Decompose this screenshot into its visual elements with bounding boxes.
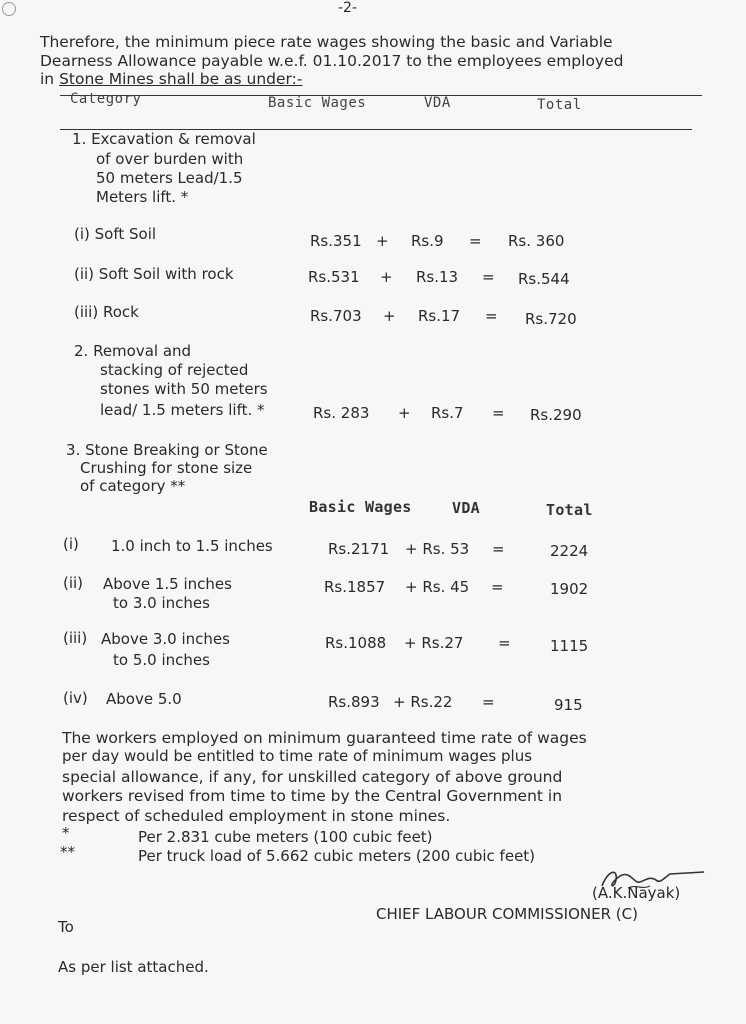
item3-header-vda: VDA bbox=[452, 499, 480, 517]
signatory-title: CHIEF LABOUR COMMISSIONER (C) bbox=[376, 905, 638, 923]
item3-row-total: 1115 bbox=[550, 637, 589, 655]
item3-row-num: (i) bbox=[63, 535, 79, 553]
item1-row-basic: Rs.351 bbox=[310, 232, 362, 250]
item3-row-eq: = bbox=[482, 693, 495, 711]
intro-line-3 bbox=[40, 70, 302, 88]
item3-header-total: Total bbox=[546, 501, 593, 519]
item2-line-4: lead/ 1.5 meters lift. * bbox=[100, 401, 265, 419]
paragraph-line-1: The workers employed on minimum guaranteed time rate of wages bbox=[62, 729, 587, 747]
footnote-text: Per truck load of 5.662 cubic meters (200 cubic feet) bbox=[138, 847, 536, 865]
item1-row-plus: + bbox=[383, 307, 396, 325]
intro-line-1: Therefore, the minimum piece rate wages showing the basic and Variable bbox=[40, 33, 613, 51]
item3-row-total: 1902 bbox=[550, 580, 589, 598]
paragraph-line-2: per day would be entitled to time rate of minimum wages plus bbox=[62, 747, 533, 765]
item2-line-3: stones with 50 meters bbox=[100, 380, 268, 398]
item3-row-eq: = bbox=[492, 540, 505, 558]
item1-row-eq: = bbox=[469, 232, 482, 250]
as-per-list: As per list attached. bbox=[58, 958, 209, 976]
item2-line-1: 2. Removal and bbox=[74, 342, 192, 360]
intro-line-2: Dearness Allowance payable w.e.f. 01.10.2017 to the employees employed bbox=[40, 52, 624, 70]
item1-line-2: of over burden with bbox=[96, 150, 244, 168]
paragraph-line-3: special allowance, if any, for unskilled category of above ground bbox=[62, 768, 563, 786]
header-top-rule bbox=[60, 95, 702, 96]
item1-row-basic: Rs.703 bbox=[310, 307, 362, 325]
item1-line-4: Meters lift. * bbox=[96, 188, 189, 206]
item3-row-label-cont: to 3.0 inches bbox=[113, 594, 210, 612]
item1-row-total: Rs.720 bbox=[525, 310, 577, 328]
item3-row-num: (iv) bbox=[63, 689, 88, 707]
item1-row-plus: + bbox=[380, 268, 393, 286]
item3-row-eq: = bbox=[498, 634, 511, 652]
item2-eq: = bbox=[492, 404, 505, 422]
footnote-mark: ** bbox=[60, 843, 75, 861]
item1-row-vda: Rs.9 bbox=[411, 232, 444, 250]
item3-line-2: Crushing for stone size bbox=[80, 459, 253, 477]
item3-row-vda: + Rs. 53 bbox=[405, 540, 470, 558]
item2-basic: Rs. 283 bbox=[313, 404, 370, 422]
item3-row-label: Above 5.0 bbox=[106, 690, 182, 708]
item3-row-num: (ii) bbox=[63, 574, 84, 592]
item3-row-total: 2224 bbox=[550, 542, 589, 560]
item2-total: Rs.290 bbox=[530, 406, 582, 424]
paragraph-line-4: workers revised from time to time by the Central Government in bbox=[62, 787, 563, 805]
item1-row-label: (i) Soft Soil bbox=[74, 225, 157, 243]
item3-row-total: 915 bbox=[554, 696, 583, 714]
item3-row-basic: Rs.893 bbox=[328, 693, 380, 711]
signatory-name: (A.K.Nayak) bbox=[592, 884, 681, 902]
item3-row-eq: = bbox=[491, 578, 504, 596]
item3-header-basic-wages: Basic Wages bbox=[309, 498, 412, 516]
item2-plus: + bbox=[398, 404, 411, 422]
punch-hole-mark bbox=[2, 2, 16, 16]
item1-line-3: 50 meters Lead/1.5 bbox=[96, 169, 243, 187]
header-vda: VDA bbox=[424, 95, 451, 111]
item3-row-label-cont: to 5.0 inches bbox=[113, 651, 210, 669]
item3-row-label: 1.0 inch to 1.5 inches bbox=[111, 537, 273, 555]
header-basic-wages: Basic Wages bbox=[268, 95, 367, 111]
intro-line-3-underlined: Stone Mines shall be as under:- bbox=[59, 70, 303, 88]
item1-row-label: (iii) Rock bbox=[74, 303, 139, 321]
footnote-mark: * bbox=[62, 824, 70, 842]
paragraph-line-5: respect of scheduled employment in stone mines. bbox=[62, 807, 451, 825]
item3-line-3: of category ** bbox=[80, 477, 186, 495]
item3-line-1: 3. Stone Breaking or Stone bbox=[66, 441, 268, 459]
item1-row-total: Rs.544 bbox=[518, 270, 570, 288]
page-number: -2- bbox=[338, 0, 358, 16]
item1-row-eq: = bbox=[485, 307, 498, 325]
to-label: To bbox=[58, 918, 74, 936]
item1-line-1: 1. Excavation & removal bbox=[72, 130, 256, 148]
item1-row-plus: + bbox=[376, 232, 389, 250]
item1-row-basic: Rs.531 bbox=[308, 268, 360, 286]
item3-row-vda: + Rs.22 bbox=[393, 693, 453, 711]
item1-row-total: Rs. 360 bbox=[508, 232, 565, 250]
item1-row-eq: = bbox=[482, 268, 495, 286]
item3-row-basic: Rs.1088 bbox=[325, 634, 387, 652]
item1-row-label: (ii) Soft Soil with rock bbox=[74, 265, 234, 283]
item3-row-basic: Rs.1857 bbox=[324, 578, 386, 596]
item3-row-num: (iii) bbox=[63, 629, 88, 647]
item1-row-vda: Rs.17 bbox=[418, 307, 461, 325]
item3-row-vda: + Rs.27 bbox=[404, 634, 464, 652]
item3-row-label: Above 3.0 inches bbox=[101, 630, 230, 648]
header-total: Total bbox=[537, 97, 582, 113]
item3-row-label: Above 1.5 inches bbox=[103, 575, 232, 593]
item3-row-vda: + Rs. 45 bbox=[405, 578, 470, 596]
item1-row-vda: Rs.13 bbox=[416, 268, 459, 286]
item2-line-2: stacking of rejected bbox=[100, 361, 249, 379]
intro-line-3-prefix: in bbox=[40, 70, 60, 88]
header-category: Category bbox=[70, 91, 142, 107]
footnote-text: Per 2.831 cube meters (100 cubic feet) bbox=[138, 828, 433, 846]
item2-vda: Rs.7 bbox=[431, 404, 464, 422]
item3-row-basic: Rs.2171 bbox=[328, 540, 390, 558]
